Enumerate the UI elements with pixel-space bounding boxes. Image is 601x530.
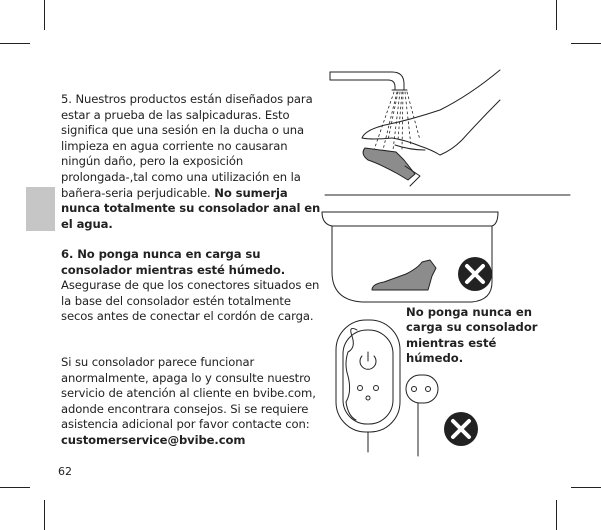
device-cable xyxy=(346,328,357,420)
section-6-warning: 6. No ponga nunca en carga su consolador mientras esté húmedo. xyxy=(61,247,286,277)
no-icon xyxy=(444,412,478,446)
charger-icon xyxy=(406,375,438,456)
power-icon xyxy=(360,352,376,369)
toy-in-hand-icon xyxy=(363,148,420,186)
section-6-text: Asegurase de que los conectores situados en la base del consolador estén totalmente secos antes de conectar el cordón de carga. xyxy=(61,278,320,324)
support-text: Si su consolador parece funcionar anormalmente, apaga lo y consulte nuestro servicio de atención al cliente en bvibe.com, adonde encontrara consejos. Si se requiere asistencia adicional por favor contacte con: xyxy=(61,355,316,432)
section-5-text: 5. Nuestros productos están diseñados para estar a prueba de las salpicaduras. Esto significa que una sesión en la ducha o una limpieza en agua corriente no causaran ningún daño, pero la exposición prolongada-,tal como una utilización en la bañera-seria perjudicable. xyxy=(61,92,313,200)
device-icon xyxy=(336,320,400,432)
charging-warning-label: No ponga nunca en carga su consolador mientras esté húmedo. xyxy=(406,305,538,366)
page-number: 62 xyxy=(58,465,72,478)
support-email: customerservice@bvibe.com xyxy=(61,432,246,447)
section-5-warning: No sumerja nunca totalmente su consolador anal en el agua. xyxy=(61,185,321,231)
water-stream-icon xyxy=(374,92,420,150)
toy-in-tub-icon xyxy=(372,260,436,290)
hand-wash-icon xyxy=(362,70,500,155)
charging-port-icon xyxy=(358,386,379,401)
no-icon xyxy=(458,257,492,291)
faucet-icon xyxy=(330,72,407,90)
